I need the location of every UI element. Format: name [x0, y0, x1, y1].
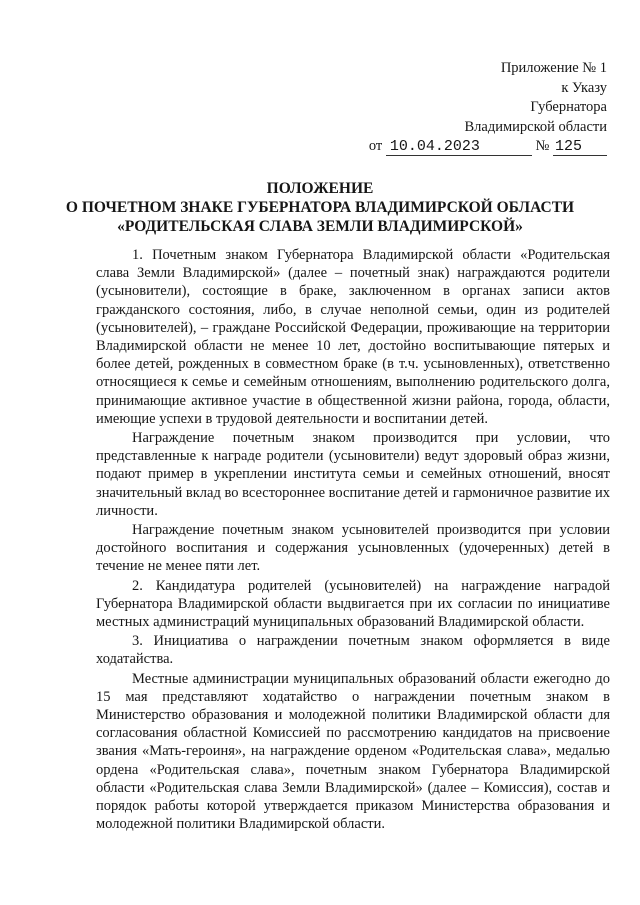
- appendix-issuer: Губернатора: [530, 99, 607, 115]
- appendix-title: Приложение № 1: [500, 60, 607, 76]
- appendix-region: Владимирской области: [464, 118, 607, 135]
- paragraph: Местные администрации муниципальных образований области ежегодно до 15 мая представляют ходатайство о награждении почетным знаком в Министерство образования и молодежной политики Владимирской области для согласования областной Комиссией по рассмотрению кандидатов на присвоение звания «Мать-героиня», на награждение орденом «Родительская слава», медалью ордена «Родительская слава», почетным знаком Губернатора Владимирской области «Родительская слава Земли Владимирской» (далее – Комиссия), состав и порядок работы которой утверждается приказом Министерства образования и молодежной политики Владимирской области.: [96, 670, 610, 833]
- paragraph: Награждение почетным знаком усыновителей производится при условии достойного воспитания и содержания усыновленных (удочеренных) детей в течение не менее пяти лет.: [96, 522, 610, 575]
- date-prefix: от: [368, 138, 383, 154]
- paragraph: 1. Почетным знаком Губернатора Владимирской области «Родительская слава Земли Владимирской» (далее – почетный знак) награждаются родители (усыновители), состоящие в браке, заключенном в органах записи актов гражданского состояния, либо, в случае неполной семьи, один из родителей (усыновителей), – граждане Российской Федерации, проживающие на территории Владимирской области не менее 10 лет, достойно воспитывающие пятерых и более детей, рожденных в совместном браке (в т.ч. усыновленных), ответственно относящиеся к семье и семейным отношениям, выполнению родительского долга, принимающие активное участие в общественной жизни района, города, области, имеющие успехи в трудовой деятельности и воспитании детей.: [96, 247, 610, 427]
- appendix-block: [369, 59, 607, 157]
- document-title: [60, 179, 580, 236]
- paragraph: Награждение почетным знаком производится при условии, что представленные к награде родители (усыновители) ведут здоровый образ жизни, подают пример в укреплении института семьи и семейных отношений, вносят значительный вклад во всестороннее воспитание детей и гармоничное развитие их личности.: [96, 430, 610, 519]
- number-prefix: №: [535, 138, 550, 154]
- title-line-2: О ПОЧЕТНОМ ЗНАКЕ ГУБЕРНАТОРА ВЛАДИМИРСКОЙ ОБЛАСТИ: [65, 199, 575, 216]
- title-line-1: ПОЛОЖЕНИЕ: [266, 180, 374, 197]
- decree-date: 10.04.2023: [386, 139, 532, 156]
- appendix-decree-ref: к Указу: [561, 79, 607, 96]
- paragraph: 2. Кандидатура родителей (усыновителей) на награждение наградой Губернатора Владимирской области выдвигается при их согласии по инициативе местных администраций муниципальных образований Владимирской области.: [96, 577, 610, 631]
- decree-number: 125: [553, 139, 607, 156]
- title-line-3: «РОДИТЕЛЬСКАЯ СЛАВА ЗЕМЛИ ВЛАДИМИРСКОЙ»: [117, 218, 523, 235]
- document-body: [96, 246, 610, 835]
- paragraph: 3. Инициатива о награждении почетным знаком оформляется в виде ходатайства.: [96, 633, 610, 668]
- appendix-date-number-line: [369, 137, 607, 157]
